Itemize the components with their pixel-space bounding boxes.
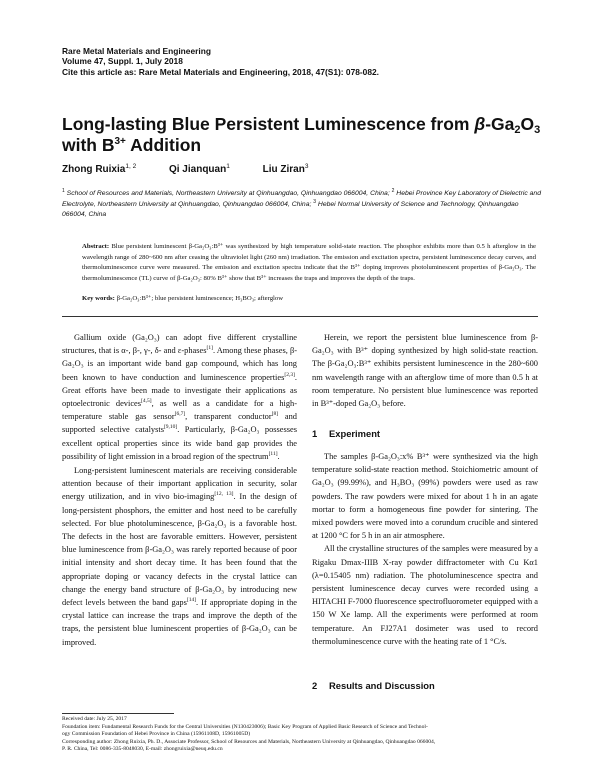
keywords-label: Key words: (82, 295, 115, 302)
article-title: Long-lasting Blue Persistent Luminescence from $\beta-Ga_2O_3$ with $B^{3+}$ Addition (62, 114, 541, 155)
footnote-foundation: Foundation item: Fundamental Research Funds for the Central Universities (N130423006); Basic Key Program of Applied Basic Research of Science and Technol- (62, 723, 428, 730)
section-heading-results: 2 Results and Discussion (312, 680, 435, 691)
affiliations: $^1$ School of Resources and Materials, Northeastern University at Qinhuangdao, Qinhuangdao 066004, China; $^2$ Hebei Province Key Laboratory of Dielectric and Electrolyte, Northeastern University at Qinhuangdao, Qinhuangdao 066004, China; $^3$ Hebei Normal University of Science and Technology, Qinhuangdao 066004, China (62, 188, 541, 218)
experiment-text (312, 450, 538, 648)
keywords (82, 294, 536, 305)
abstract-label: Abstract: (82, 243, 110, 250)
section-heading-experiment: 1 Experiment (312, 428, 381, 439)
journal-header (62, 46, 379, 77)
footnotes (62, 716, 538, 754)
journal-volume: Volume 47, Suppl. 1, July 2018 (62, 56, 183, 67)
journal-citation: Cite this article as: Rare Metal Materials and Engineering, 2018, 47(S1): 078-082. (62, 66, 379, 77)
body-paragraph: Long-persistent luminescent materials are receiving considerable attention because of their important application in security, solar energy utilization, and in vivo bio-imaging[12, 13]. In the design of long-persistent phosphors, the emitter and host need to be carefully selected. For blue photoluminescence, β-Ga₂O₃ is a favorable host. The defects in the host are favorable emitters. However, persistent blue luminescence from β-Ga₂O₃ was rarely reported because of poor initial intensity and short decay time. It has been found that the appropriate doping or vacancy defects in the crystal lattice can change the energy band structure of β-Ga₂O₃ by introducing new defect levels between the band gaps[14]. If appropriate doping in the crystal lattice can increase the traps and improve the depth of the traps, the persistent blue luminescent properties of β-Ga₂O₃ can be improved. (62, 466, 298, 647)
author: Qi Jianquan$^1$ (168, 163, 230, 175)
keywords-text: β-Ga₂O₃:B³⁺; blue persistent luminescence; H₃BO₃; afterglow (114, 295, 284, 302)
author: Zhong Ruixia$^{1, 2}$ (62, 163, 137, 175)
footnote-rule (62, 713, 174, 714)
footnote-corresponding: Corresponding author: Zhong Ruixia, Ph. D., Associate Professor, School of Resources and Materials, Northeastern University at Qinhuangdao, Qinhuangdao 066004, (62, 738, 436, 745)
body-paragraph: The samples β-Ga₂O₃:x% B³⁺ were synthesized via the high temperature solid-state reaction method. Stoichiometric amount of Ga₂O₃ (99.99%), and H₃BO₃ (99%) powders were used as raw powders. The raw powders were mixed for about 1 h in an agate mortar to form a homogeneous fine powder for sintering. The mixed powders were moved into a corundum crucible and sintered at 1200 °C for 5 h in an air atmosphere. (312, 452, 538, 541)
divider (62, 316, 538, 317)
body-paragraph: Gallium oxide (Ga₂O₃) can adopt five different crystalline structures, that is α-, β-, γ-, δ- and ε-phases[1]. Among these phases, β-Ga₂O₃ is an important wide band gap compound, which has long been known to have conduction and luminescence properties[2,3]. Great efforts have been made to investigate their applications as optoelectronic devices[4,5], as well as a candidate for a high-temperature stable gas sensor[6,7], transparent conductor[8] and supported selective catalysts[9,10]. Particularly, β-Ga₂O₃ possesses excellent optical properties since its wide band gap provides the possibility of light emission in a broad region of the spectrum[11]. (62, 333, 297, 461)
footnote-received: Received date: July 25, 2017 (62, 716, 127, 722)
body-left-column (62, 331, 297, 649)
footnote-foundation-cont: ogy Commission Foundation of Hebei Province in China (15961108D, 15961005D) (62, 731, 251, 738)
body-paragraph: Herein, we report the persistent blue luminescence from β-Ga₂O₃ with B³⁺ doping synthesized by high solid-state reaction. The β-Ga₂O₃:B³⁺ exhibits persistent luminescence in the 280~600 nm wavelength range with an afterglow time of more than 0.5 h at room temperature. No persistent blue luminescence was reported in B³⁺-doped Ga₂O₃ before. (312, 333, 538, 409)
body-right-column (312, 331, 538, 410)
author: Liu Ziran$^3$ (262, 163, 309, 175)
author-list (62, 164, 308, 175)
abstract (82, 242, 536, 284)
abstract-text: Blue persistent luminescent β-Ga₂O₃:B³⁺ was synthesized by high temperature solid-state reaction. The phosphor exhibits more than 0.5 h afterglow in the wavelength range of 280~600 nm after ceasing the ultraviolet light (260 nm) irradiation. The emission and excitation spectra, persistent luminescence decay curves, and thermoluminescence curve were measured. The emission and excitation spectra indicate that the B³⁺ doping improves photoluminescent properties of β-Ga₂O₃. The thermoluminescence (TL) curve of β-Ga₂O₃: 80% B³⁺ show that B³⁺ increases the traps and improves the depth of the traps. (82, 243, 536, 282)
body-paragraph: All the crystalline structures of the samples were measured by a Rigaku Dmax-IIIB X-ray powder diffractometer with Cu Kα1 (λ=0.15405 nm) radiation. The photoluminescence spectra and persistent luminescence decay curves were recorded using a HITACHI F-7000 fluorescence spectrofluorometer equipped with a 150 W Xe lamp. All the experiments were performed at room temperature. An FJ27A1 dosimeter was used to record thermoluminescence curve with the heating rate of 1 °C/s. (312, 544, 538, 646)
journal-name: Rare Metal Materials and Engineering (62, 46, 211, 56)
footnote-corresponding-cont: P. R. China, Tel: 0086-335-8048030, E-mail: zhongruixia@neuq.edu.cn (62, 746, 223, 753)
